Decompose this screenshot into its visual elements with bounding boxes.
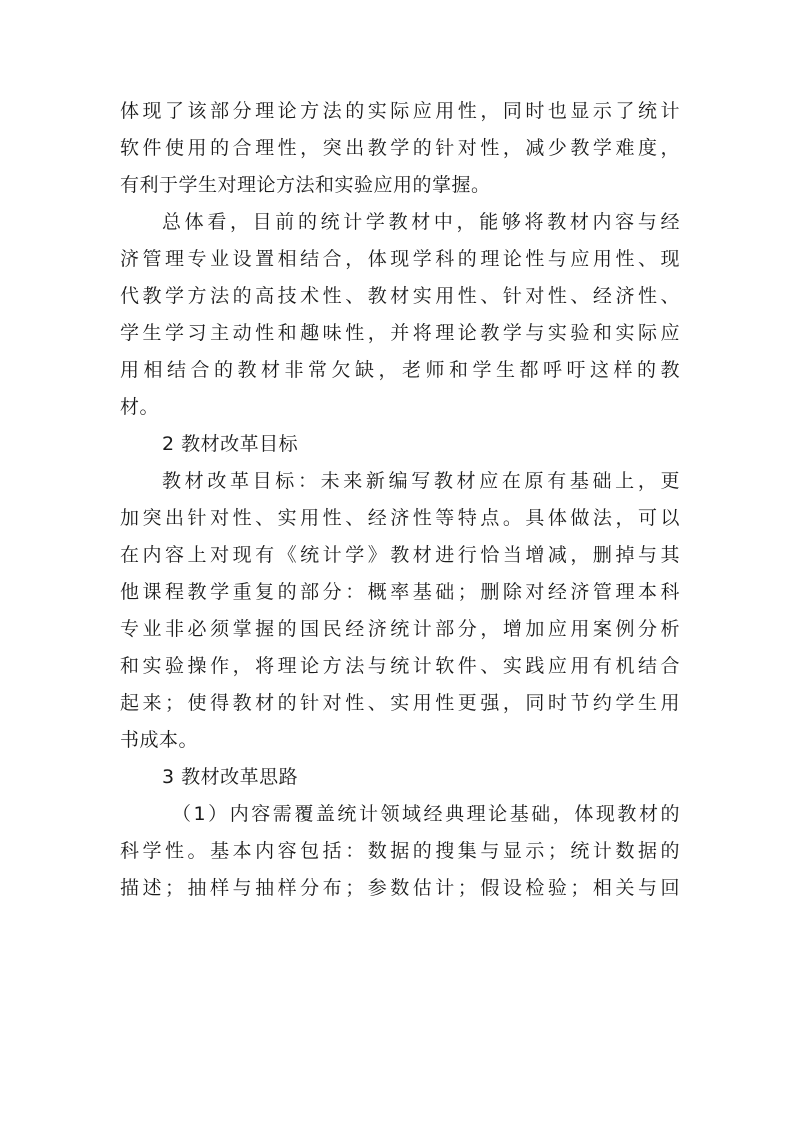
text-line: 描述；抽样与抽样分布；参数估计；假设检验；相关与回 (120, 877, 680, 899)
paragraph-1 (120, 93, 680, 204)
text-line: 在内容上对现有《统计学》教材进行恰当增减，删掉与其 (120, 544, 680, 566)
text-line: 专业非必须掌握的国民经济统计部分，增加应用案例分析 (120, 618, 680, 640)
paragraph-2 (120, 204, 680, 426)
text-line: 他课程教学重复的部分：概率基础；删除对经济管理本科 (120, 581, 680, 603)
section-heading: 2 教材改革目标 (162, 433, 299, 455)
document-body (120, 93, 680, 907)
text-line: 和实验操作，将理论方法与统计软件、实践应用有机结合 (120, 655, 680, 677)
text-line: 教材改革目标：未来新编写教材应在原有基础上，更 (162, 470, 680, 492)
text-line: 材。 (120, 396, 160, 418)
text-line: 用相结合的教材非常欠缺，老师和学生都呼吁这样的教 (120, 359, 680, 381)
text-line: （1）内容需覆盖统计领域经典理论基础，体现教材的 (172, 803, 680, 825)
text-line: 软件使用的合理性，突出教学的针对性，减少教学难度， (120, 137, 680, 159)
text-line: 学生学习主动性和趣味性，并将理论教学与实验和实际应 (120, 322, 680, 344)
text-line: 有利于学生对理论方法和实验应用的掌握。 (120, 174, 491, 196)
text-line: 总体看，目前的统计学教材中，能够将教材内容与经 (162, 211, 680, 233)
text-line: 科学性。基本内容包括：数据的搜集与显示；统计数据的 (120, 840, 680, 862)
paragraph-3 (120, 463, 680, 759)
section-heading: 3 教材改革思路 (162, 766, 299, 788)
text-line: 济管理专业设置相结合，体现学科的理论性与应用性、现 (120, 248, 680, 270)
text-line: 体现了该部分理论方法的实际应用性，同时也显示了统计 (120, 100, 680, 122)
text-line: 加突出针对性、实用性、经济性等特点。具体做法，可以 (120, 507, 680, 529)
text-line: 代教学方法的高技术性、教材实用性、针对性、经济性、 (120, 285, 680, 307)
paragraph-4 (120, 796, 680, 907)
text-line: 起来；使得教材的针对性、实用性更强，同时节约学生用 (120, 692, 680, 714)
text-line: 书成本。 (120, 729, 199, 751)
